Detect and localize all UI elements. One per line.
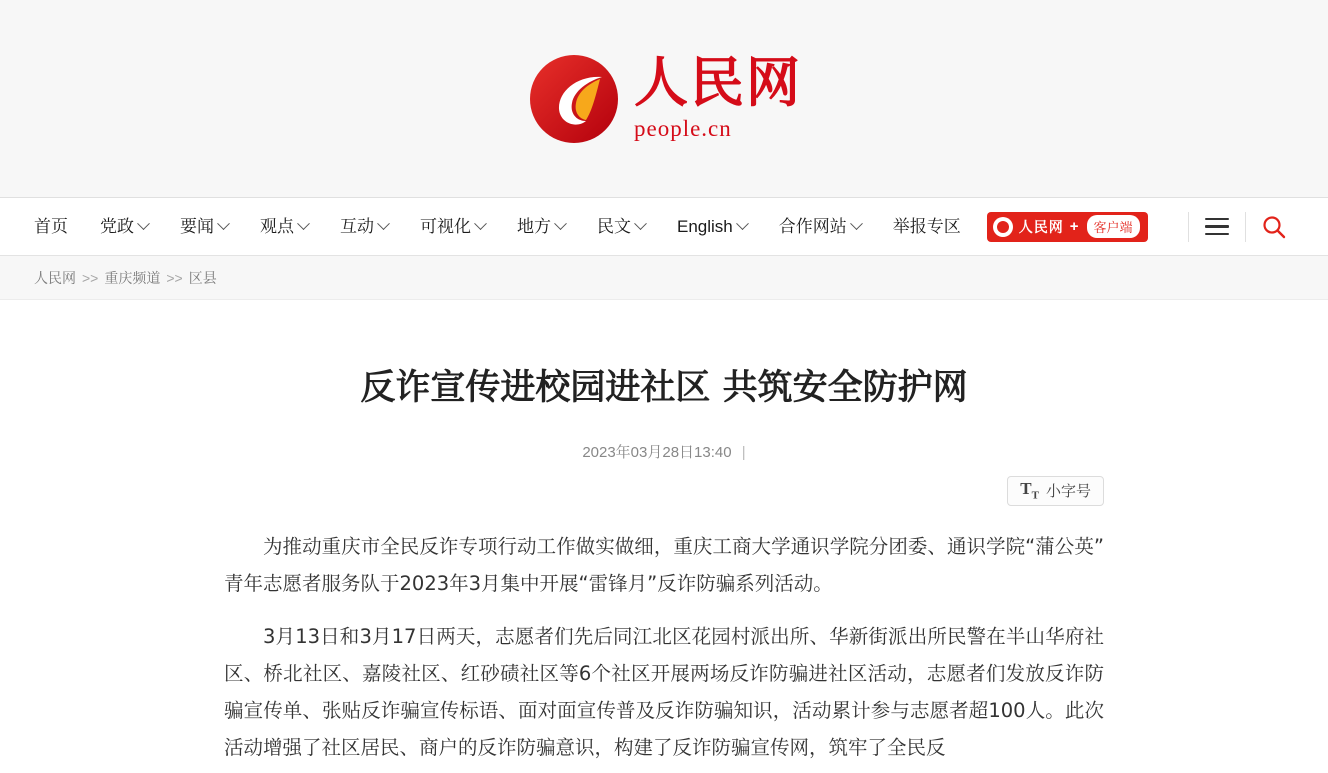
site-logo[interactable] <box>526 51 802 147</box>
logo-domain: people.cn <box>634 115 732 141</box>
fontsize-icon: $T_T$ <box>1020 479 1039 502</box>
article-paragraph: 3月13日和3月17日两天，志愿者们先后同江北区花园村派出所、华新街派出所民警在半山华府社区、桥北社区、嘉陵社区、红砂碛社区等6个社区开展两场反诈防骗进社区活动，志愿者们发放反诈防骗宣传单、张贴反诈骗宣传标语、面对面宣传普及反诈防骗知识，活动累计参与志愿者超100人。此次活动增强了社区居民、商户的反诈防骗意识，构建了反诈防骗宣传网，筑牢了全民反 <box>224 624 1104 759</box>
app-download-badge[interactable] <box>987 212 1148 242</box>
nav-item-party-government[interactable] <box>84 198 164 256</box>
article-paragraph: 为推动重庆市全民反诈专项行动工作做实做细，重庆工商大学通识学院分团委、通识学院“蒲公英”青年志愿者服务队于2023年3月集中开展“雷锋月”反诈防骗系列活动。 <box>224 534 1104 595</box>
nav-label: English <box>677 216 733 236</box>
nav-item-partner-sites[interactable] <box>763 198 877 256</box>
nav-right-tools <box>1188 198 1302 256</box>
meta-divider: | <box>741 443 746 461</box>
nav-label: 举报专区 <box>892 216 961 236</box>
nav-label: 首页 <box>34 216 68 236</box>
nav-item-top-news[interactable] <box>164 198 244 256</box>
chevron-down-icon <box>137 217 150 230</box>
chevron-down-icon <box>850 217 863 230</box>
people-mini-logo-icon <box>993 217 1013 237</box>
nav-item-english[interactable] <box>661 198 763 256</box>
nav-label: 要闻 <box>180 216 214 236</box>
logo-chinese-name: 人民网 <box>634 51 802 115</box>
app-badge-plus: + <box>1069 218 1079 235</box>
app-badge-client: 客户端 <box>1087 215 1140 238</box>
nav-item-ethnic-languages[interactable] <box>581 198 661 256</box>
fontsize-control-row <box>224 476 1104 506</box>
nav-label: 互动 <box>340 216 374 236</box>
hamburger-icon <box>1205 213 1229 241</box>
nav-item-visualization[interactable] <box>404 198 501 256</box>
people-logo-icon <box>526 51 622 147</box>
page-title: 反诈宣传进校园进社区 共筑安全防护网 <box>360 368 968 409</box>
chevron-down-icon <box>297 217 310 230</box>
breadcrumb <box>0 256 1328 300</box>
chevron-down-icon <box>554 217 567 230</box>
nav-item-local[interactable] <box>501 198 581 256</box>
nav-label: 党政 <box>100 216 134 236</box>
nav-item-interaction[interactable] <box>324 198 404 256</box>
nav-label: 地方 <box>517 216 551 236</box>
publish-timestamp: 2023年03月28日13:40 <box>582 443 732 461</box>
nav-item-home[interactable] <box>26 198 84 256</box>
main-navigation <box>0 198 1328 256</box>
nav-label: 可视化 <box>420 216 471 236</box>
search-icon <box>1261 214 1287 240</box>
breadcrumb-item-people[interactable]: 人民网 <box>34 269 76 286</box>
article-container <box>224 300 1104 766</box>
search-button[interactable] <box>1246 198 1302 256</box>
chevron-down-icon <box>474 217 487 230</box>
nav-label: 观点 <box>260 216 294 236</box>
chevron-down-icon <box>634 217 647 230</box>
breadcrumb-item-district[interactable]: 区县 <box>188 269 217 286</box>
article-body <box>224 528 1104 766</box>
menu-button[interactable] <box>1189 198 1245 256</box>
nav-label: 合作网站 <box>778 216 847 236</box>
nav-item-report-zone[interactable] <box>877 198 977 256</box>
nav-label: 民文 <box>597 216 631 236</box>
nav-item-opinion[interactable] <box>244 198 324 256</box>
fontsize-button[interactable] <box>1007 476 1104 506</box>
breadcrumb-item-chongqing[interactable]: 重庆频道 <box>104 269 161 286</box>
fontsize-label: 小字号 <box>1045 483 1091 501</box>
article-meta <box>224 441 1104 462</box>
chevron-down-icon <box>377 217 390 230</box>
breadcrumb-separator: >> <box>166 269 183 286</box>
logo-text-block <box>634 51 802 142</box>
chevron-down-icon <box>217 217 230 230</box>
site-masthead <box>0 0 1328 198</box>
app-badge-name: 人民网 <box>1018 218 1064 235</box>
breadcrumb-separator: >> <box>82 269 99 286</box>
chevron-down-icon <box>736 217 749 230</box>
